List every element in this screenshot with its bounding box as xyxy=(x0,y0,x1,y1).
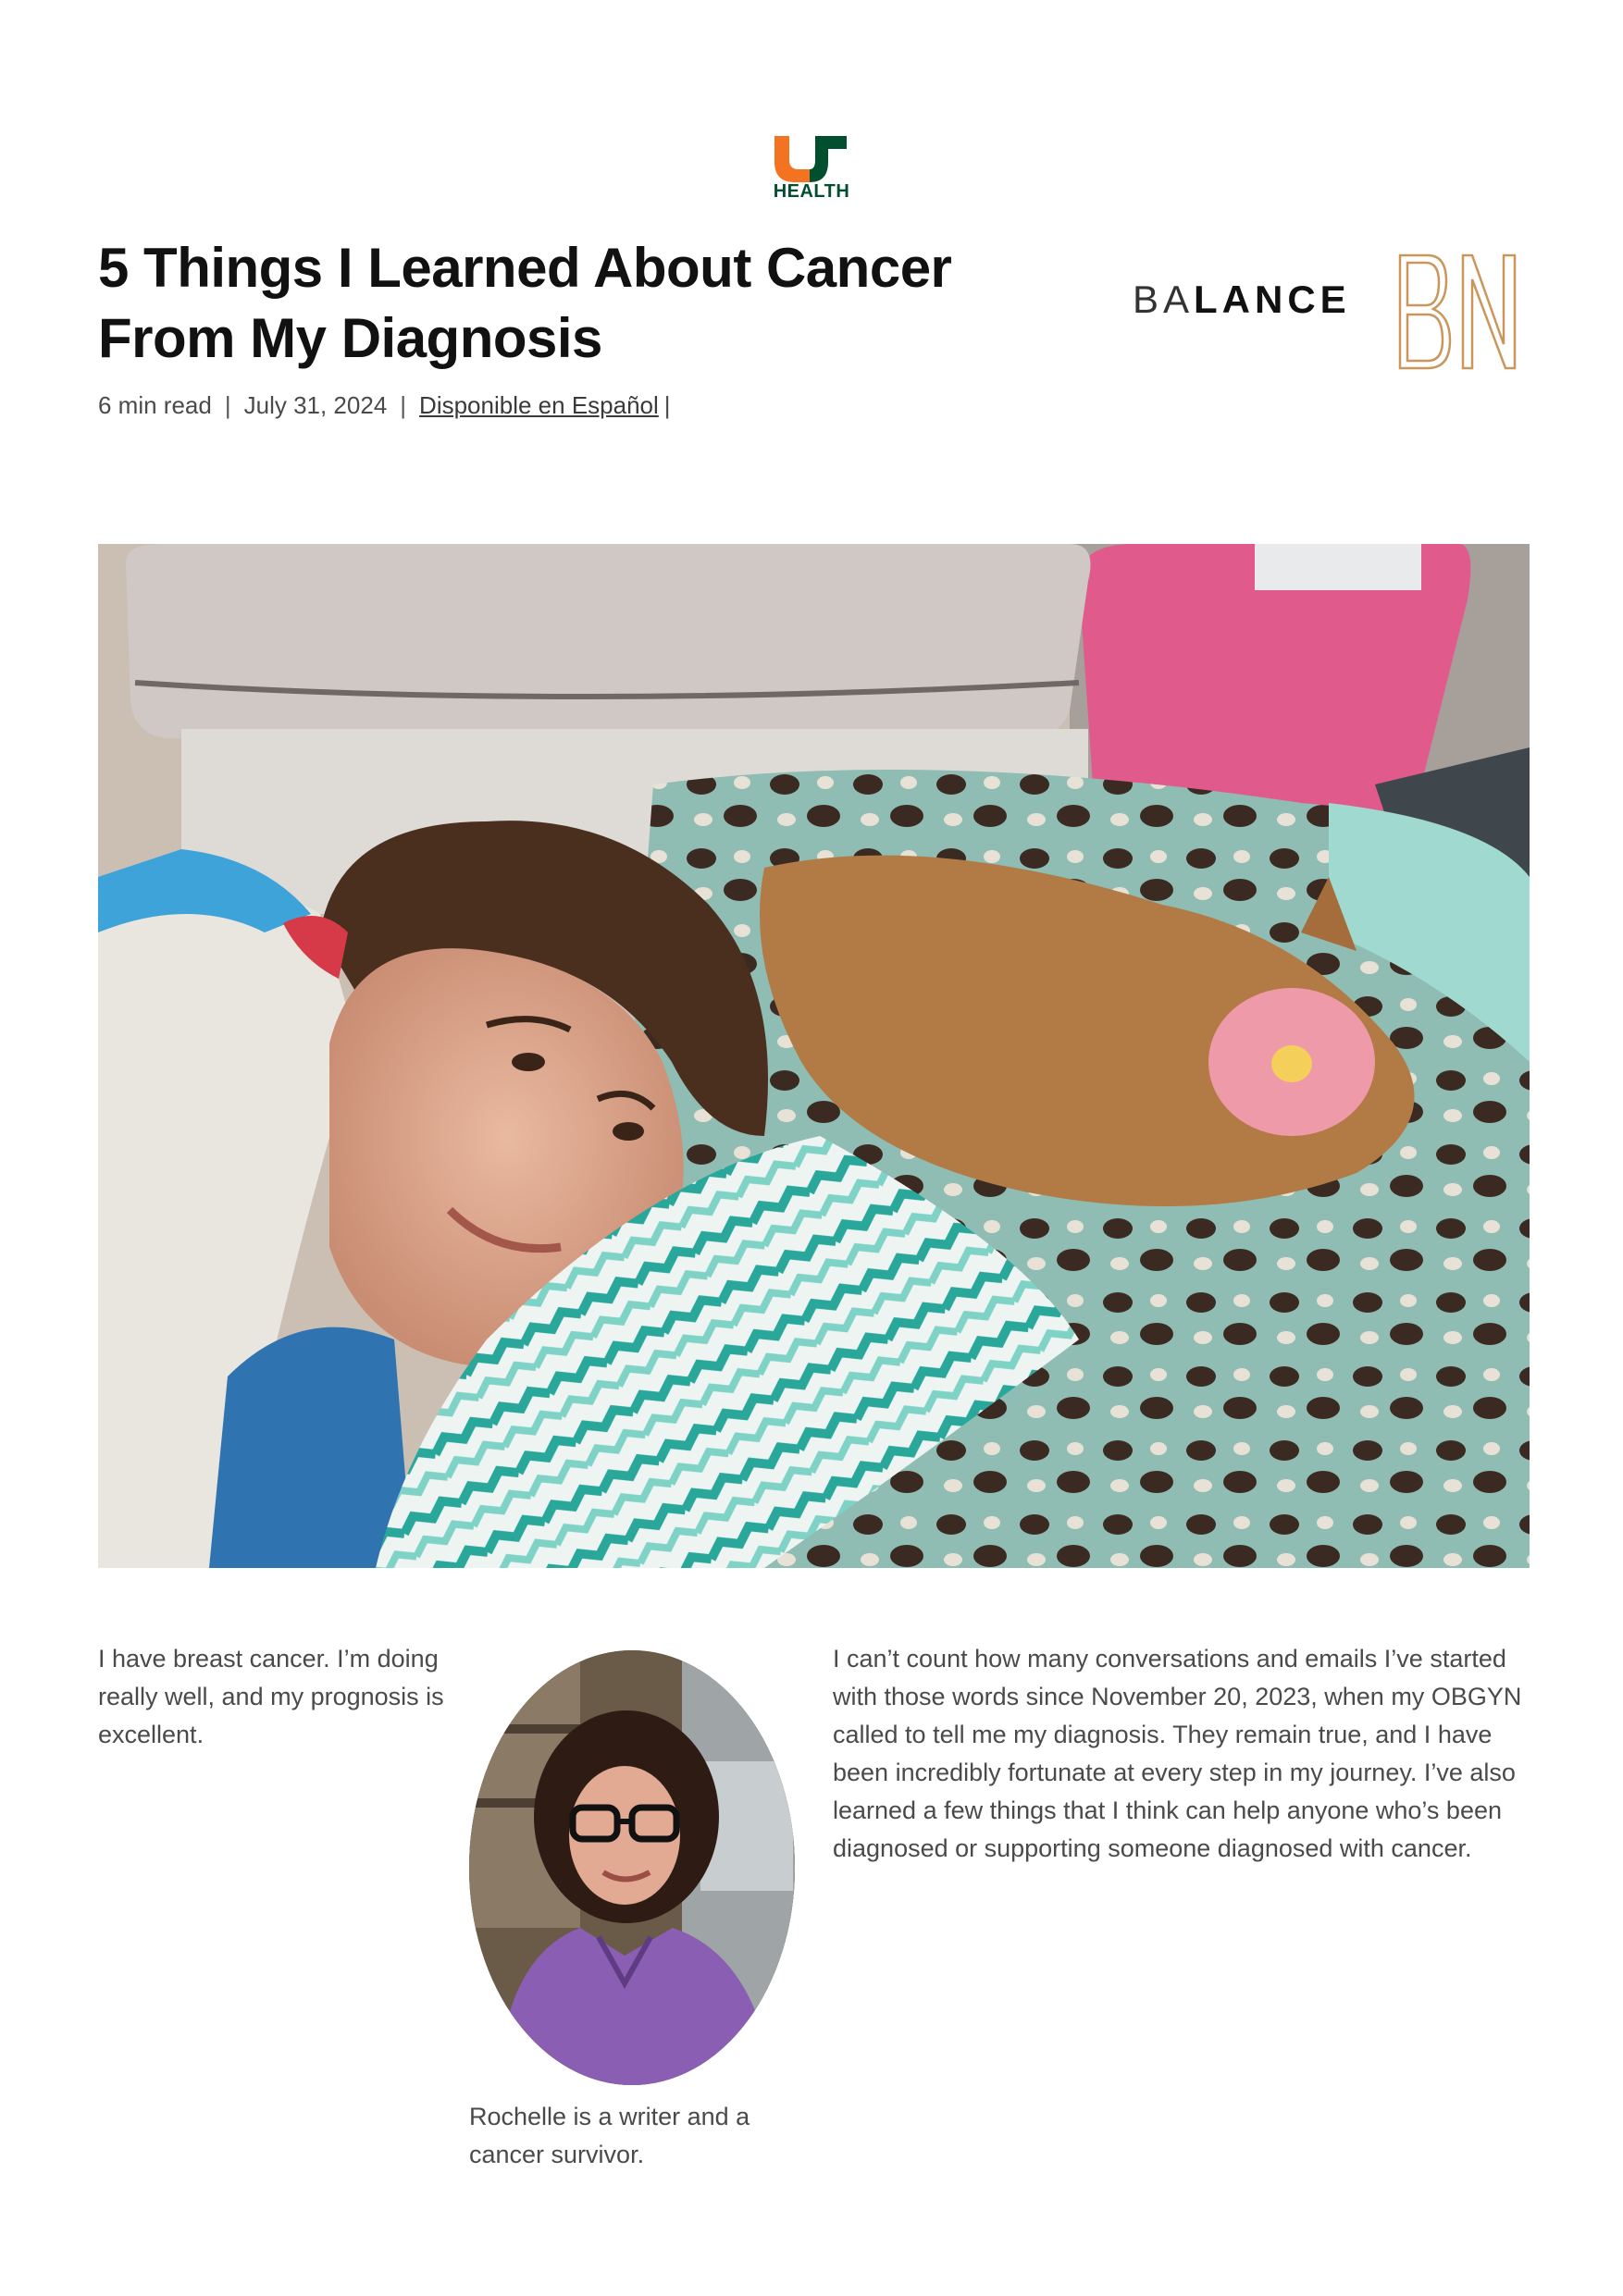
bn-logo-icon xyxy=(1393,252,1522,372)
spanish-version-link[interactable]: Disponible en Español xyxy=(419,391,659,419)
meta-separator: | xyxy=(400,391,407,419)
publish-date: July 31, 2024 xyxy=(243,391,388,419)
portrait-caption: Rochelle is a writer and a cancer survivor. xyxy=(469,2103,750,2168)
meta-separator: | xyxy=(224,391,231,419)
author-portrait xyxy=(469,1650,795,2085)
balance-logo-bold: LANCE xyxy=(1194,278,1351,321)
uhealth-logo-text: HEALTH xyxy=(773,181,850,202)
photo-woman-with-dog-icon xyxy=(98,544,1530,1568)
article-meta xyxy=(98,391,931,420)
article-paragraph: I can’t count how many conversations and emails I’ve started with those words since November 20, 2023, when my OBGYN called to tell me my diagnosis. They remain true, and I have been incredibly fortunate at every step in my journey. I’ve also learned a few things that I think can help anyone who’s been diagnosed or supporting someone diagnosed with cancer. xyxy=(833,1645,1522,1862)
read-time: 6 min read xyxy=(98,391,212,419)
balance-logo[interactable] xyxy=(1133,278,1355,322)
hero-photo xyxy=(98,544,1530,1568)
meta-separator: | xyxy=(663,391,671,419)
balance-logo-light: BA xyxy=(1133,278,1195,321)
article-title: 5 Things I Learned About Cancer From My Diagnosis xyxy=(98,237,952,369)
author-portrait-icon xyxy=(469,1650,795,2085)
intro-text: I have breast cancer. I’m doing really well, and my prognosis is excellent. xyxy=(98,1645,444,1748)
